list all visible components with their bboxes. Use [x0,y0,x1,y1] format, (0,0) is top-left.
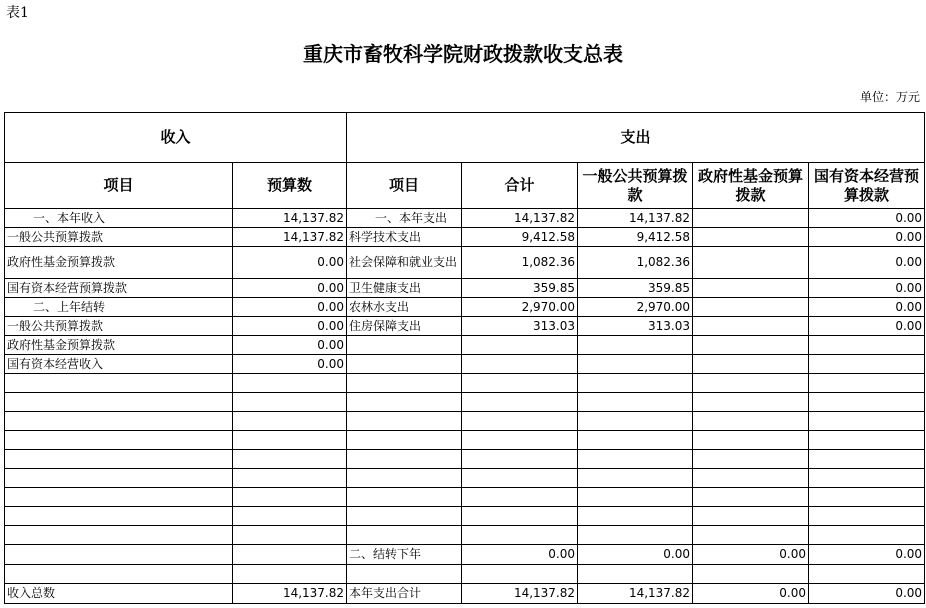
table-row [5,450,925,469]
expense-item-cell: 科学技术支出 [347,228,462,247]
income-item-cell [5,507,233,526]
table-row [5,209,925,228]
expense-total-cell [462,565,578,584]
expense-item-cell [347,355,462,374]
state-capital-cell [809,374,925,393]
gov-fund-cell: 0.00 [693,584,809,604]
general-budget-cell [578,336,693,355]
income-budget-cell: 14,137.82 [233,584,347,604]
income-budget-cell [233,431,347,450]
state-capital-cell [809,393,925,412]
table-row [5,507,925,526]
table-row [5,565,925,584]
expense-item-cell [347,431,462,450]
gov-fund-cell [693,209,809,228]
expense-total-cell: 1,082.36 [462,247,578,279]
income-budget-cell [233,374,347,393]
general-budget-cell [578,469,693,488]
table-row [5,488,925,507]
income-item-cell [5,488,233,507]
expense-total-cell: 9,412.58 [462,228,578,247]
general-budget-cell: 359.85 [578,279,693,298]
income-budget-cell: 0.00 [233,336,347,355]
gov-fund-cell [693,488,809,507]
state-capital-column-header: 国有资本经营预算拨款 [809,163,925,209]
income-item-cell [5,431,233,450]
income-item-cell: 政府性基金预算拨款 [5,247,233,279]
state-capital-cell [809,526,925,545]
income-item-cell: 国有资本经营预算拨款 [5,279,233,298]
general-budget-cell [578,450,693,469]
gov-fund-cell [693,247,809,279]
page-title: 重庆市畜牧科学院财政拨款收支总表 [303,42,623,66]
gov-fund-cell [693,565,809,584]
income-budget-cell: 14,137.82 [233,209,347,228]
gov-fund-cell [693,412,809,431]
gov-fund-cell [693,393,809,412]
gov-fund-cell [693,228,809,247]
income-item-cell: 政府性基金预算拨款 [5,336,233,355]
expense-item-cell: 二、结转下年 [347,545,462,565]
income-budget-cell [233,507,347,526]
state-capital-cell: 0.00 [809,584,925,604]
income-item-cell: 一般公共预算拨款 [5,228,233,247]
gov-fund-cell [693,298,809,317]
expense-total-cell [462,469,578,488]
income-budget-cell [233,469,347,488]
expense-item-cell: 本年支出合计 [347,584,462,604]
expense-total-cell: 14,137.82 [462,209,578,228]
general-budget-cell [578,374,693,393]
table-row [5,279,925,298]
state-capital-cell: 0.00 [809,228,925,247]
general-budget-cell: 1,082.36 [578,247,693,279]
state-capital-cell [809,355,925,374]
income-budget-cell [233,526,347,545]
income-item-cell: 一般公共预算拨款 [5,317,233,336]
gov-fund-cell [693,317,809,336]
income-item-cell [5,526,233,545]
general-budget-cell: 14,137.82 [578,584,693,604]
general-budget-cell [578,412,693,431]
expense-item-cell [347,374,462,393]
table-row [5,469,925,488]
table-row [5,317,925,336]
general-budget-cell [578,393,693,412]
expense-total-cell [462,336,578,355]
expense-item-cell: 一、本年支出 [347,209,462,228]
expense-item-cell: 卫生健康支出 [347,279,462,298]
state-capital-cell: 0.00 [809,209,925,228]
expense-total-cell [462,507,578,526]
expense-total-cell [462,526,578,545]
income-budget-cell [233,488,347,507]
gov-fund-cell [693,469,809,488]
expense-item-cell [347,565,462,584]
state-capital-cell [809,450,925,469]
table-row [5,336,925,355]
expense-item-cell: 农林水支出 [347,298,462,317]
income-item-column-header: 项目 [5,163,233,209]
gov-fund-cell [693,279,809,298]
income-budget-cell: 0.00 [233,247,347,279]
expense-section-header: 支出 [347,113,925,163]
expense-total-cell: 0.00 [462,545,578,565]
expense-total-cell: 313.03 [462,317,578,336]
expense-total-cell: 14,137.82 [462,584,578,604]
income-budget-cell: 0.00 [233,355,347,374]
gov-fund-cell [693,374,809,393]
state-capital-cell [809,469,925,488]
table-number-label: 表1 [6,5,29,21]
table-row [5,374,925,393]
general-budget-cell [578,431,693,450]
income-budget-cell [233,393,347,412]
general-budget-cell [578,488,693,507]
state-capital-cell [809,488,925,507]
table-row [5,412,925,431]
gov-fund-cell [693,355,809,374]
budget-table [4,112,925,604]
gov-fund-cell [693,526,809,545]
state-capital-cell [809,336,925,355]
expense-total-column-header: 合计 [462,163,578,209]
income-budget-cell: 0.00 [233,317,347,336]
expense-item-cell [347,507,462,526]
table-row [5,584,925,604]
expense-item-cell [347,412,462,431]
expense-total-cell [462,450,578,469]
income-budget-column-header: 预算数 [233,163,347,209]
general-budget-cell: 0.00 [578,545,693,565]
expense-total-cell [462,393,578,412]
income-item-cell: 二、上年结转 [5,298,233,317]
expense-item-cell: 住房保障支出 [347,317,462,336]
income-item-cell: 国有资本经营收入 [5,355,233,374]
table-row [5,298,925,317]
state-capital-cell [809,431,925,450]
general-budget-cell: 9,412.58 [578,228,693,247]
income-item-cell: 一、本年收入 [5,209,233,228]
income-item-cell [5,374,233,393]
expense-total-cell: 2,970.00 [462,298,578,317]
general-budget-cell [578,507,693,526]
state-capital-cell: 0.00 [809,317,925,336]
table-row [5,545,925,565]
gov-fund-cell: 0.00 [693,545,809,565]
general-budget-cell: 2,970.00 [578,298,693,317]
expense-total-cell: 359.85 [462,279,578,298]
table-row [5,355,925,374]
income-item-cell [5,450,233,469]
expense-total-cell [462,374,578,393]
state-capital-cell: 0.00 [809,247,925,279]
gov-fund-column-header: 政府性基金预算拨款 [693,163,809,209]
gov-fund-cell [693,336,809,355]
income-budget-cell: 0.00 [233,279,347,298]
income-item-cell: 收入总数 [5,584,233,604]
expense-item-cell [347,488,462,507]
income-item-cell [5,469,233,488]
gov-fund-cell [693,507,809,526]
state-capital-cell: 0.00 [809,298,925,317]
expense-total-cell [462,488,578,507]
state-capital-cell [809,507,925,526]
income-budget-cell: 0.00 [233,298,347,317]
expense-total-cell [462,431,578,450]
gov-fund-cell [693,431,809,450]
expense-item-cell [347,526,462,545]
general-budget-column-header: 一般公共预算拨款 [578,163,693,209]
income-budget-cell [233,545,347,565]
general-budget-cell: 313.03 [578,317,693,336]
table-row [5,228,925,247]
income-budget-cell [233,412,347,431]
general-budget-cell: 14,137.82 [578,209,693,228]
state-capital-cell [809,565,925,584]
income-item-cell [5,545,233,565]
general-budget-cell [578,355,693,374]
unit-label: 单位：万元 [859,90,920,104]
state-capital-cell [809,412,925,431]
table-row [5,393,925,412]
gov-fund-cell [693,450,809,469]
expense-total-cell [462,412,578,431]
table-row [5,431,925,450]
expense-item-cell [347,469,462,488]
income-item-cell [5,412,233,431]
income-item-cell [5,393,233,412]
income-budget-cell: 14,137.82 [233,228,347,247]
expense-total-cell [462,355,578,374]
state-capital-cell: 0.00 [809,279,925,298]
income-budget-cell [233,565,347,584]
general-budget-cell [578,526,693,545]
expense-item-column-header: 项目 [347,163,462,209]
expense-item-cell [347,393,462,412]
expense-item-cell: 社会保障和就业支出 [347,247,462,279]
table-row [5,526,925,545]
income-item-cell [5,565,233,584]
expense-item-cell [347,336,462,355]
general-budget-cell [578,565,693,584]
expense-item-cell [347,450,462,469]
state-capital-cell: 0.00 [809,545,925,565]
table-row [5,247,925,279]
income-section-header: 收入 [5,113,347,163]
income-budget-cell [233,450,347,469]
